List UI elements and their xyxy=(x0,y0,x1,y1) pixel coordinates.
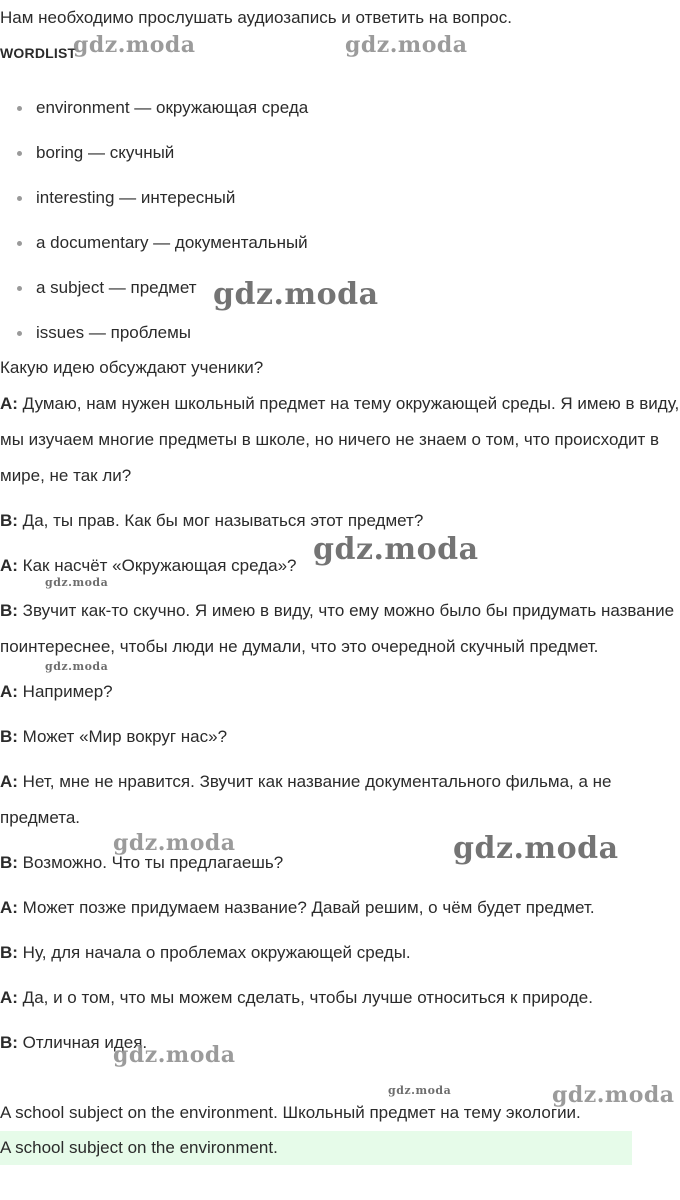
wordlist-item-text: interesting — интересный xyxy=(36,188,236,207)
dialog-line xyxy=(0,935,680,971)
dialog-text: Может «Мир вокруг нас»? xyxy=(17,727,228,746)
wordlist-item-text: issues — проблемы xyxy=(36,323,192,342)
wordlist xyxy=(0,85,308,355)
intro-text: Нам необходимо прослушать аудиозапись и ответить на вопрос. xyxy=(0,8,512,27)
speaker-label: B: xyxy=(0,601,18,620)
dialog-line xyxy=(0,764,680,836)
wordlist-item-text: a subject — предмет xyxy=(36,278,197,297)
dialog-line xyxy=(0,593,680,665)
dialog-text: Например? xyxy=(17,682,113,701)
speaker-label: A: xyxy=(0,988,18,1007)
wordlist-item xyxy=(0,220,308,265)
speaker-label: B: xyxy=(0,943,18,962)
wordlist-item-text: boring — скучный xyxy=(36,143,175,162)
watermark-logo: gdz.moda xyxy=(45,660,109,673)
question-text: Какую идею обсуждают ученики? xyxy=(0,358,264,377)
bullet-icon xyxy=(17,286,22,291)
watermark-logo: gdz.moda xyxy=(45,576,109,589)
dialog-line xyxy=(0,719,680,755)
watermark-logo: gdz.moda xyxy=(113,830,236,856)
speaker-label: A: xyxy=(0,898,18,917)
bullet-icon xyxy=(17,196,22,201)
dialog-line xyxy=(0,386,680,494)
bullet-icon xyxy=(17,331,22,336)
watermark-logo: gdz.moda xyxy=(552,1082,675,1108)
bullet-icon xyxy=(17,106,22,111)
wordlist-item-text: a documentary — документальный xyxy=(36,233,308,252)
dialog-line xyxy=(0,1025,680,1061)
watermark-logo: gdz.moda xyxy=(113,1042,236,1068)
watermark-logo: gdz.moda xyxy=(453,831,619,866)
dialog-text: Возможно. Что ты предлагаешь? xyxy=(17,853,284,872)
speaker-label: A: xyxy=(0,556,18,575)
speaker-label: A: xyxy=(0,682,18,701)
dialog-text: Да, и о том, что мы можем сделать, чтобы лучше относиться к природе. xyxy=(17,988,593,1007)
dialog-text: Как насчёт «Окружающая среда»? xyxy=(17,556,297,575)
wordlist-title: WORDLIST xyxy=(0,45,77,61)
wordlist-item xyxy=(0,175,308,220)
bullet-icon xyxy=(17,151,22,156)
watermark-logo: gdz.moda xyxy=(313,532,479,567)
speaker-label: B: xyxy=(0,853,18,872)
dialog-text: Отличная идея. xyxy=(17,1033,148,1052)
wordlist-item xyxy=(0,85,308,130)
answer-highlight: A school subject on the environment. xyxy=(0,1131,632,1165)
speaker-label: B: xyxy=(0,511,18,530)
dialog-line xyxy=(0,980,680,1016)
wordlist-item-text: environment — окружающая среда xyxy=(36,98,309,117)
wordlist-item xyxy=(0,130,308,175)
watermark-logo: gdz.moda xyxy=(345,32,468,58)
dialog-text: Думаю, нам нужен школьный предмет на тему окружающей среды. Я имею в виду, мы изучаем многие предметы в школе, но ничего не знаем о том, что происходит в мире, не так ли? xyxy=(0,394,680,485)
dialog-text: Ну, для начала о проблемах окружающей среды. xyxy=(17,943,411,962)
dialog-line xyxy=(0,890,680,926)
speaker-label: B: xyxy=(0,727,18,746)
dialog xyxy=(0,386,680,1070)
dialog-text: Звучит как-то скучно. Я имею в виду, что ему можно было бы придумать название поинтереснее, чтобы люди не думали, что это очередной скучный предмет. xyxy=(0,601,675,656)
wordlist-item xyxy=(0,310,308,355)
watermark-logo: gdz.moda xyxy=(213,277,379,312)
speaker-label: A: xyxy=(0,394,18,413)
dialog-text: Может позже придумаем название? Давай решим, о чём будет предмет. xyxy=(17,898,595,917)
dialog-line xyxy=(0,674,680,710)
dialog-text: Да, ты прав. Как бы мог называться этот предмет? xyxy=(17,511,424,530)
watermark-logo: gdz.moda xyxy=(388,1084,452,1097)
dialog-text: Нет, мне не нравится. Звучит как название документального фильма, а не предмета. xyxy=(0,772,612,827)
speaker-label: B: xyxy=(0,1033,18,1052)
answer-text: A school subject on the environment. Школьный предмет на тему экологии. xyxy=(0,1103,581,1122)
bullet-icon xyxy=(17,241,22,246)
speaker-label: A: xyxy=(0,772,18,791)
watermark-logo: gdz.moda xyxy=(73,32,196,58)
